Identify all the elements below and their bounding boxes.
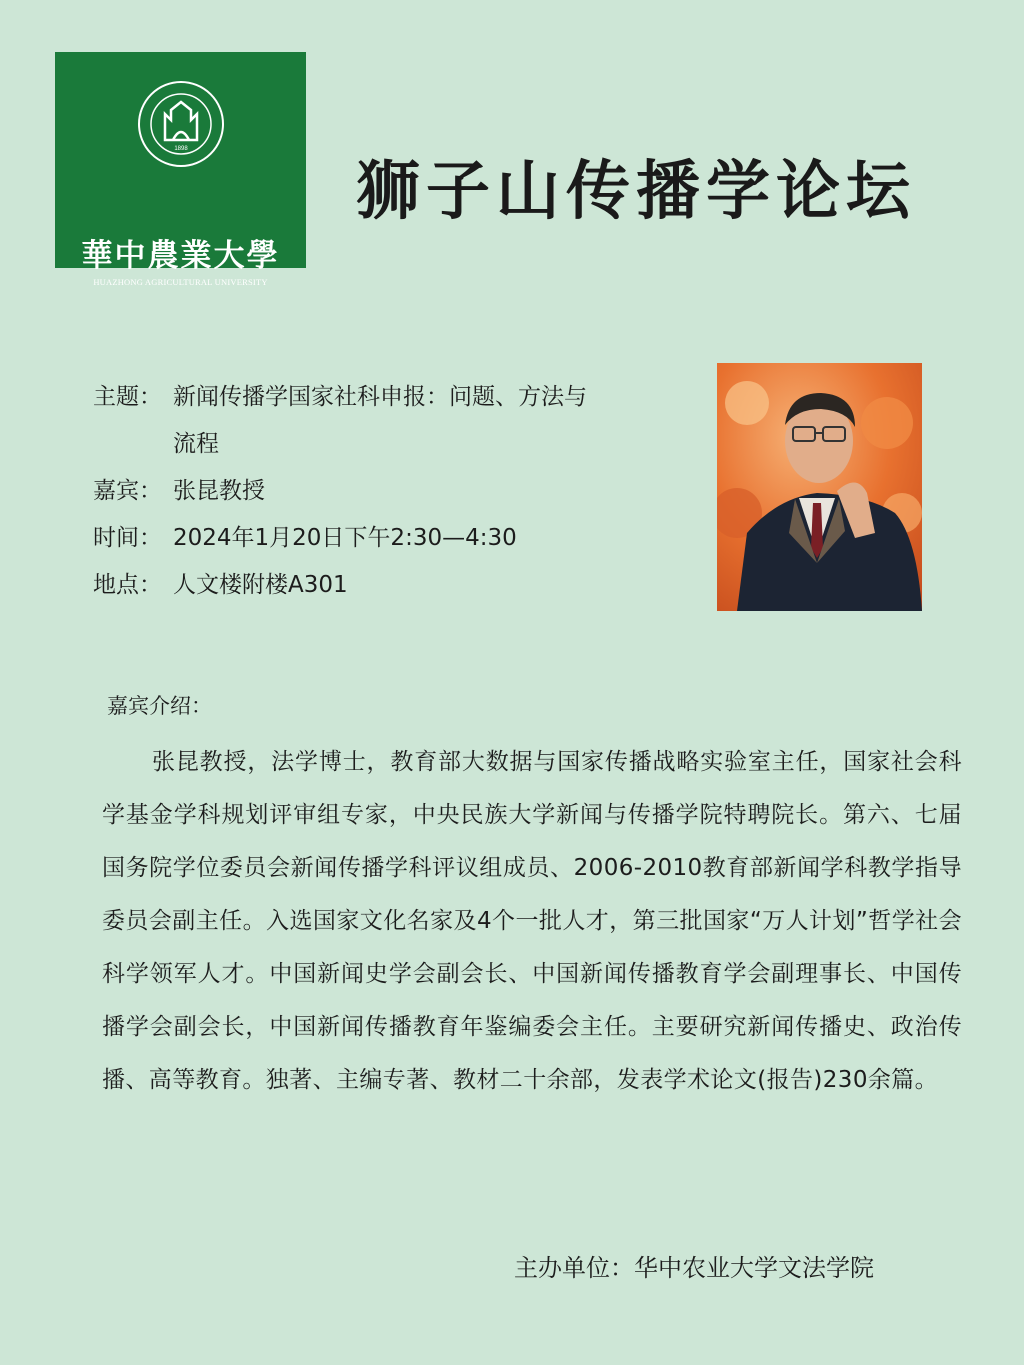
topic-label: 主题： bbox=[93, 384, 162, 410]
guest-row bbox=[93, 468, 663, 515]
university-name-en: HUAZHONG AGRICULTURAL UNIVERSITY bbox=[93, 277, 268, 287]
topic-row bbox=[93, 374, 663, 468]
place-value: 人文楼附楼A301 bbox=[173, 572, 348, 598]
time-value: 2024年1月20日下午2:30—4:30 bbox=[173, 525, 517, 551]
time-row bbox=[93, 515, 663, 562]
university-name-cn: 華中農業大學 bbox=[81, 238, 280, 274]
place-label: 地点： bbox=[93, 572, 162, 598]
guest-label: 嘉宾： bbox=[93, 478, 162, 504]
topic-line-1: 新闻传播学国家社科申报：问题、方法与 bbox=[173, 384, 587, 410]
intro-body: 张昆教授，法学博士，教育部大数据与国家传播战略实验室主任，国家社会科学基金学科规划评审组专家，中央民族大学新闻与传播学院特聘院长。第六、七届国务院学位委员会新闻传播学科评议组成员、2006-2010教育部新闻学科教学指导委员会副主任。入选国家文化名家及4个一批人才，第三批国家“万人计划”哲学社会科学领军人才。中国新闻史学会副会长、中国新闻传播教育学会副理事长、中国传播学会副会长，中国新闻传播教育年鉴编委会主任。主要研究新闻传播史、政治传播、高等教育。独著、主编专著、教材二十余部，发表学术论文(报告)230余篇。 bbox=[102, 749, 962, 1093]
university-logo bbox=[55, 52, 306, 287]
guest-value: 张昆教授 bbox=[173, 478, 265, 504]
seal-year: 1898 bbox=[174, 146, 188, 152]
organizer: 主办单位：华中农业大学文法学院 bbox=[514, 1254, 874, 1282]
intro-heading: 嘉宾介绍： bbox=[107, 694, 212, 718]
topic-value bbox=[173, 374, 663, 468]
time-label: 时间： bbox=[93, 525, 162, 551]
event-info bbox=[93, 374, 663, 609]
university-seal-icon bbox=[137, 80, 225, 168]
guest-photo bbox=[717, 363, 922, 611]
page-title: 狮子山传播学论坛 bbox=[356, 155, 916, 229]
guest-portrait-icon bbox=[717, 363, 922, 611]
place-row bbox=[93, 562, 663, 609]
topic-line-2: 流程 bbox=[173, 431, 219, 457]
